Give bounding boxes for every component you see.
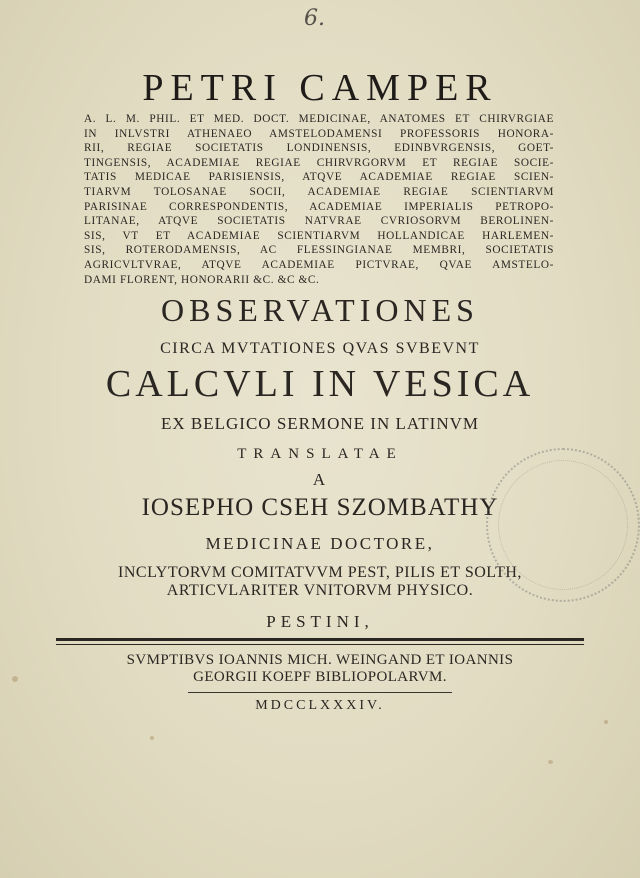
title-calculi: CALCVLI IN VESICA: [105, 363, 535, 405]
handwritten-shelfmark: 6.: [304, 6, 325, 31]
library-stamp: [486, 448, 640, 602]
author-titles-line: TIARVM TOLOSANAE SOCII, ACADEMIAE REGIAE SCIENTIARVM: [84, 185, 554, 198]
translator-name: IOSEPHO CSEH SZOMBATHY: [141, 494, 499, 521]
author-titles-line: PARISINAE CORRESPONDENTIS, ACADEMIAE IMPERIALIS PETROPO-: [84, 200, 554, 213]
author-titles-line: DAMI FLORENT, HONORARII &C. &C &C.: [84, 273, 320, 286]
translation-note: EX BELGICO SERMONE IN LATINVM: [161, 414, 479, 433]
translator-role-line: INCLYTORVM COMITATVVM PEST, PILIS ET SOLTH,: [118, 564, 522, 581]
translator-role-line: ARTICVLARITER VNITORVM PHYSICO.: [166, 582, 474, 599]
divider-rule: [188, 692, 452, 693]
author-name: PETRI CAMPER: [142, 67, 498, 109]
foxing-spot: [548, 760, 553, 764]
publisher-line: GEORGII KOEPF BIBLIOPOLARVM.: [193, 669, 447, 685]
translator-degree: MEDICINAE DOCTORE,: [205, 534, 435, 553]
foxing-spot: [150, 736, 154, 740]
author-titles-line: LITANAE, ATQVE SOCIETATIS NATVRAE CVRIOSORVM BEROLINEN-: [84, 215, 554, 228]
imprint-place: PESTINI,: [266, 612, 374, 631]
title-subtitle: CIRCA MVTATIONES QVAS SVBEVNT: [160, 340, 480, 357]
author-titles-line: RII, REGIAE SOCIETATIS LONDINENSIS, EDINBVRGENSIS, GOET-: [84, 142, 554, 155]
author-titles-line: SIS, VT ET ACADEMIAE SCIENTIARVM HOLLANDICAE HARLEMEN-: [84, 229, 554, 242]
author-titles-line: AGRICVLTVRAE, ATQVE ACADEMIAE PICTVRAE, QVAE AMSTELO-: [84, 258, 554, 271]
author-titles-line: TINGENSIS, ACADEMIAE REGIAE CHIRVRGORVM ET REGIAE SOCIE-: [84, 156, 554, 169]
foxing-spot: [604, 720, 608, 724]
author-titles-line: SIS, ROTERODAMENSIS, AC FLESSINGIANAE MEMBRI, SOCIETATIS: [84, 244, 554, 257]
imprint-year: MDCCLXXXIV.: [255, 698, 385, 713]
divider-rule: [56, 638, 584, 641]
a-label: A: [312, 470, 328, 489]
author-titles-line: IN INLVSTRI ATHENAEO AMSTELODAMENSI PROFESSORIS HONORA-: [84, 127, 554, 140]
author-titles-line: A. L. M. PHIL. ET MED. DOCT. MEDICINAE, ANATOMES ET CHIRVRGIAE: [84, 113, 554, 125]
author-titles: [84, 112, 554, 287]
translatae-label: TRANSLATAE: [237, 446, 403, 462]
title-observationes: OBSERVATIONES: [161, 292, 479, 328]
author-titles-line: TATIS MEDICAE PARISIENSIS, ATQVE ACADEMIAE REGIAE SCIEN-: [84, 171, 554, 184]
publisher-line: SVMPTIBVS IOANNIS MICH. WEINGAND ET IOANNIS: [126, 652, 514, 668]
foxing-spot: [12, 676, 18, 682]
divider-rule: [56, 644, 584, 645]
